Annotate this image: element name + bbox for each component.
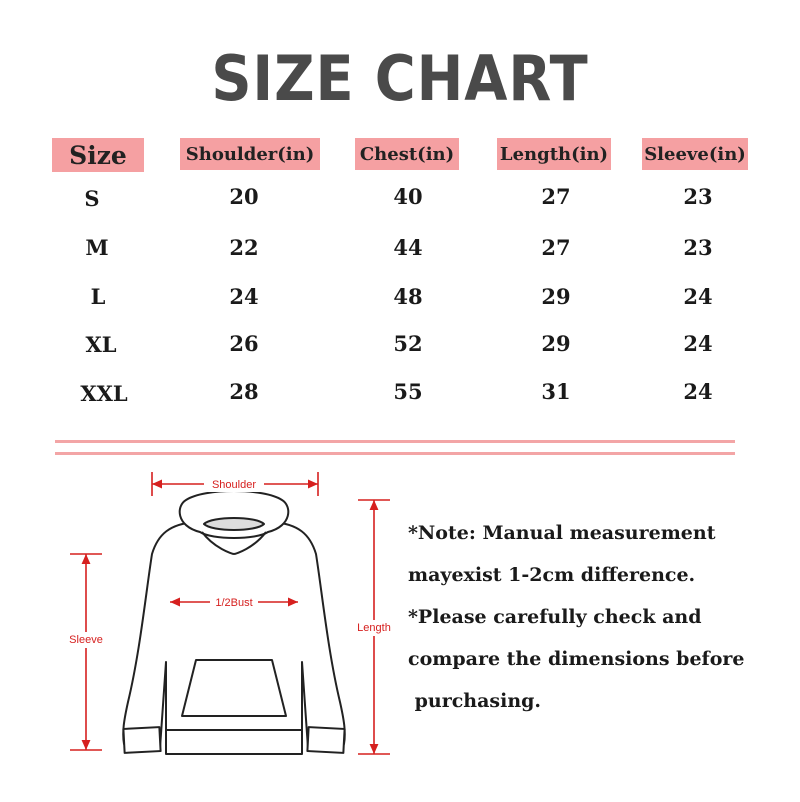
length-cell: 31: [541, 379, 571, 404]
length-cell: 27: [541, 184, 571, 209]
length-label: Length: [357, 622, 391, 634]
note-block: [408, 512, 778, 722]
header-length: Length(in): [497, 138, 611, 170]
note-line: mayexist 1-2cm difference.: [408, 564, 696, 586]
size-cell: XL: [85, 332, 117, 357]
size-cell: M: [85, 235, 109, 260]
chest-cell: 44: [393, 235, 423, 260]
size-cell: XXL: [80, 381, 128, 406]
header-size: Size: [52, 138, 144, 172]
note-line: *Note: Manual measurement: [408, 522, 716, 544]
note-line: *Please carefully check and: [408, 606, 702, 628]
bust-label: 1/2Bust: [215, 597, 253, 609]
size-cell: S: [84, 186, 100, 211]
shoulder-cell: 24: [229, 284, 259, 309]
length-cell: 29: [541, 284, 571, 309]
hoodie-outline: [123, 491, 345, 754]
sleeve-cell: 23: [683, 184, 713, 209]
sleeve-cell: 24: [683, 284, 713, 309]
header-sleeve: Sleeve(in): [642, 138, 748, 170]
length-cell: 27: [541, 235, 571, 260]
shoulder-cell: 26: [229, 331, 259, 356]
shoulder-cell: 28: [229, 379, 259, 404]
sleeve-cell: 23: [683, 235, 713, 260]
chest-cell: 48: [393, 284, 423, 309]
length-cell: 29: [541, 331, 571, 356]
page-title: SIZE CHART: [211, 42, 589, 115]
note-line: purchasing.: [408, 690, 542, 712]
header-shoulder: Shoulder(in): [180, 138, 320, 170]
hoodie-diagram: [0, 462, 420, 802]
shoulder-cell: 20: [229, 184, 259, 209]
shoulder-cell: 22: [229, 235, 259, 260]
separator-line: [55, 440, 735, 443]
sleeve-label: Sleeve: [69, 634, 103, 646]
chest-cell: 55: [393, 379, 423, 404]
separator-line: [55, 452, 735, 455]
chest-cell: 40: [393, 184, 423, 209]
header-chest: Chest(in): [355, 138, 459, 170]
sleeve-cell: 24: [683, 331, 713, 356]
size-cell: L: [90, 284, 106, 309]
note-line: compare the dimensions before: [408, 648, 745, 670]
shoulder-label: Shoulder: [211, 479, 257, 491]
sleeve-cell: 24: [683, 379, 713, 404]
chest-cell: 52: [393, 331, 423, 356]
